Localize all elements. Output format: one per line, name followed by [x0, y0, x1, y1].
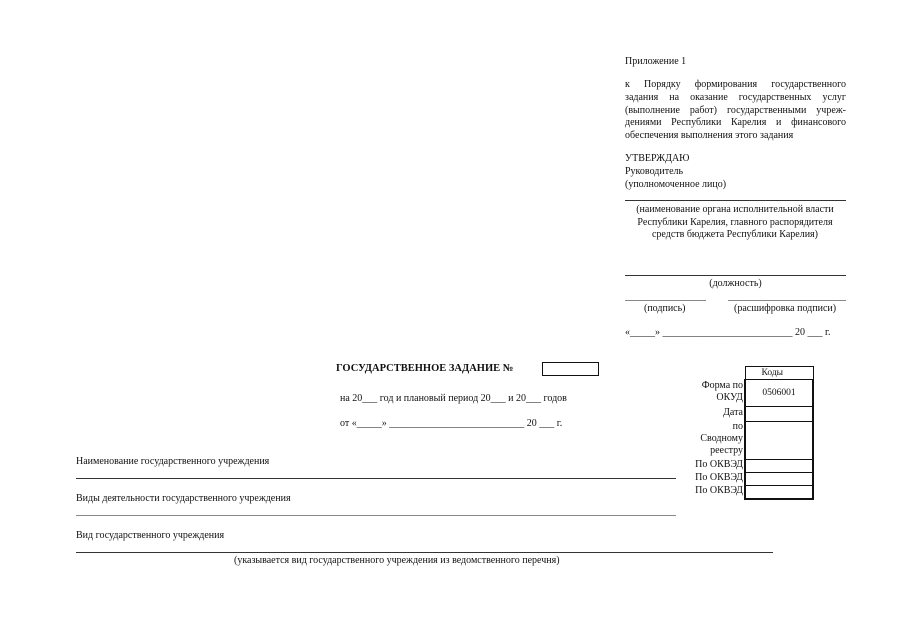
approve-authorized: (уполномоченное лицо)	[625, 179, 727, 190]
institution-type-label: Вид государственного учреждения	[76, 530, 225, 541]
institution-type-hint: (указывается вид государственного учреждения из ведомственного перечня)	[234, 555, 560, 566]
org-caption	[620, 204, 850, 242]
approve-head: Руководитель	[625, 166, 684, 177]
okved-label-1: По ОКВЭД	[695, 459, 743, 470]
position-line	[625, 275, 846, 276]
org-caption-line: средств бюджета Республики Карелия)	[651, 229, 818, 240]
date-code-cell[interactable]	[745, 407, 813, 422]
institution-name-label: Наименование государственного учреждения	[76, 456, 270, 467]
decoding-line	[728, 300, 846, 301]
task-period: на 20___ год и плановый период 20___ и 20___ годов	[340, 393, 567, 404]
approve-date-line: «_____» __________________________ 20 ___ г.	[625, 327, 831, 338]
task-title: ГОСУДАРСТВЕННОЕ ЗАДАНИЕ №	[336, 363, 514, 374]
okved-label-3: По ОКВЭД	[695, 485, 743, 496]
org-caption-line: (наименование органа исполнительной власти	[636, 204, 834, 215]
institution-name-line[interactable]	[76, 478, 676, 479]
registry-label-line2: Сводному	[700, 433, 743, 444]
appendix-paragraph	[625, 79, 846, 143]
okud-label-line2: ОКУД	[716, 392, 743, 403]
activity-types-line[interactable]	[76, 515, 676, 516]
okved-code-cell-2[interactable]	[745, 473, 813, 486]
date-label: Дата	[723, 407, 743, 418]
appendix-line: задания на оказание государственных услуг	[625, 91, 846, 103]
appendix-line: к Порядку формирования государственного	[625, 79, 846, 90]
activity-types-label: Виды деятельности государственного учреждения	[76, 493, 291, 504]
registry-label-line3: реестру	[710, 445, 743, 456]
appendix-title: Приложение 1	[625, 56, 687, 67]
codes-header: Коды	[745, 367, 813, 380]
signature-caption: (подпись)	[644, 303, 686, 314]
registry-label-line1: по	[732, 421, 743, 432]
approve-title: УТВЕРЖДАЮ	[625, 153, 690, 164]
registry-code-cell[interactable]	[745, 422, 813, 460]
appendix-line: (выполнение работ) государственными учреж-	[625, 104, 846, 116]
okud-code-cell[interactable]: 0506001	[745, 380, 813, 407]
okved-code-cell-3[interactable]	[745, 486, 813, 500]
org-name-line	[625, 200, 846, 201]
okved-code-cell-1[interactable]	[745, 460, 813, 473]
okud-label-line1: Форма по	[701, 380, 743, 391]
okved-label-2: По ОКВЭД	[695, 472, 743, 483]
position-caption: (должность)	[709, 278, 762, 289]
decoding-caption: (расшифровка подписи)	[734, 303, 837, 314]
appendix-line: обеспечения выполнения этого задания	[625, 130, 794, 142]
codes-table	[744, 366, 814, 500]
task-number-field[interactable]	[542, 362, 599, 376]
signature-line	[625, 300, 706, 301]
task-from-date: от «_____» ___________________________ 20 ___ г.	[340, 418, 563, 429]
institution-type-line[interactable]	[76, 552, 773, 553]
org-caption-line: Республики Карелия, главного распорядителя	[637, 216, 833, 228]
okud-label	[702, 380, 743, 404]
registry-label	[700, 421, 743, 457]
appendix-line: дениями Республики Карелия и финансового	[625, 117, 846, 129]
